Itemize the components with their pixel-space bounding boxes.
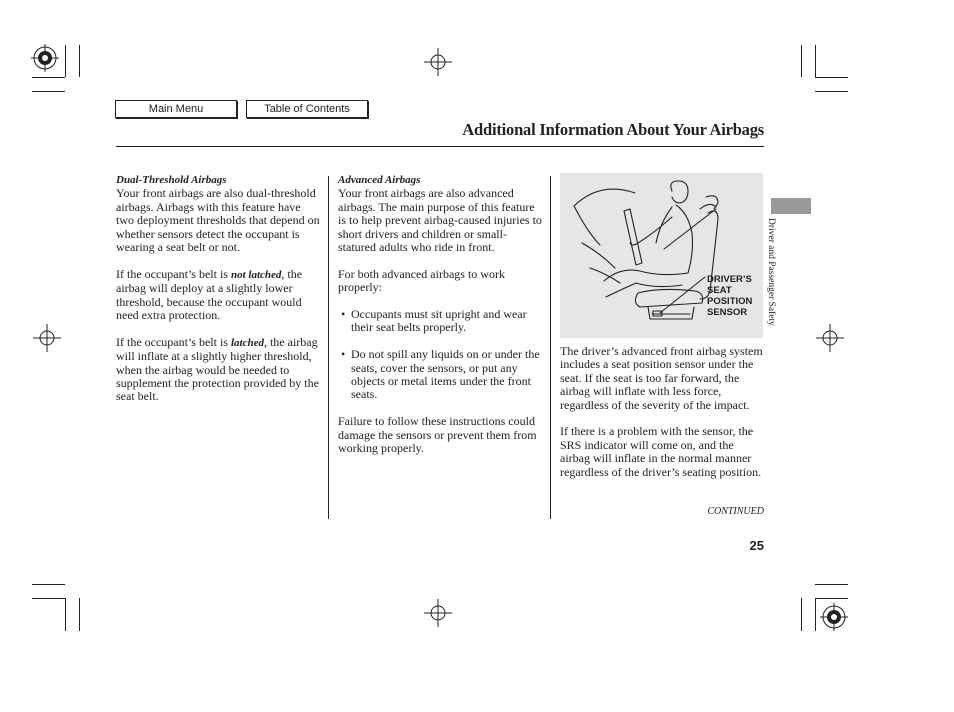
latched-post: , the airbag will inflate at a slightly higher threshold, when the airbag would be needed to supplement the protection provided by the seat belt.: [116, 334, 319, 404]
seat-sensor-illustration: [560, 173, 763, 338]
latched-em: latched: [230, 336, 264, 349]
advanced-airbags-bullets: [338, 308, 544, 402]
label-line-3: POSITION: [707, 296, 753, 307]
column-advanced-airbags: [338, 174, 544, 469]
advanced-airbags-requirements: For both advanced airbags to work properly:: [338, 266, 505, 295]
seat-sensor-paragraph: The driver’s advanced front airbag system includes a seat position sensor under the seat. If the seat is too far forward, the airbag will inflate with less force, regardless of the severity of the impact.: [560, 344, 763, 412]
title-rule: [116, 146, 764, 147]
bullet-no-liquids: • Do not spill any liquids on or under the seats, cover the sensors, or put any objects or metal items under the front seats.: [338, 348, 544, 402]
section-tab-text: Driver and Passenger Safety: [766, 218, 776, 326]
not-latched-paragraph: [116, 268, 320, 323]
advanced-airbags-intro: Your front airbags are also advanced airbags. The main purpose of this feature is to help prevent airbag-caused injuries to short drivers and children or small-statured adults who ride in front.: [338, 186, 542, 255]
label-line-1: DRIVER’S: [707, 274, 752, 285]
continued-label: CONTINUED: [707, 506, 764, 517]
not-latched-em: not latched: [230, 268, 282, 281]
dual-threshold-heading: Dual-Threshold Airbags: [116, 174, 227, 186]
label-line-4: SENSOR: [707, 307, 748, 318]
sensor-callout-label: [707, 274, 752, 318]
table-of-contents-button[interactable]: Table of Contents: [246, 100, 368, 118]
not-latched-pre: If the occupant’s belt is: [116, 266, 231, 281]
latched-pre: If the occupant’s belt is: [116, 334, 231, 349]
advanced-airbags-warning: Failure to follow these instructions could damage the sensors or prevent them from working properly.: [338, 414, 537, 456]
column-seat-sensor: [560, 345, 764, 492]
latched-paragraph: [116, 336, 320, 404]
advanced-airbags-heading: Advanced Airbags: [338, 174, 421, 186]
bullet-sit-upright: • Occupants must sit upright and wear their seat belts properly.: [338, 308, 544, 335]
not-latched-post: , the airbag will deploy at a slightly lower threshold, because the occupant would need extra protection.: [116, 266, 303, 323]
page-number: 25: [749, 538, 764, 553]
sensor-problem-paragraph: If there is a problem with the sensor, the SRS indicator will come on, and the airbag will inflate in the normal manner regardless of the driver’s seating position.: [560, 424, 762, 479]
column-divider-2: [550, 176, 551, 519]
column-dual-threshold: [116, 174, 320, 417]
section-tab-marker: [771, 198, 811, 214]
label-line-2: SEAT: [707, 285, 732, 296]
dual-threshold-intro: Your front airbags are also dual-threshold airbags. Airbags with this feature have two deployment thresholds that depend on whether sensors detect the occupant is wearing a seat belt or not.: [116, 186, 320, 255]
section-tab: [768, 218, 784, 358]
page-title: Additional Information About Your Airbags: [462, 120, 764, 139]
column-divider-1: [328, 176, 329, 519]
main-menu-button[interactable]: Main Menu: [115, 100, 237, 118]
